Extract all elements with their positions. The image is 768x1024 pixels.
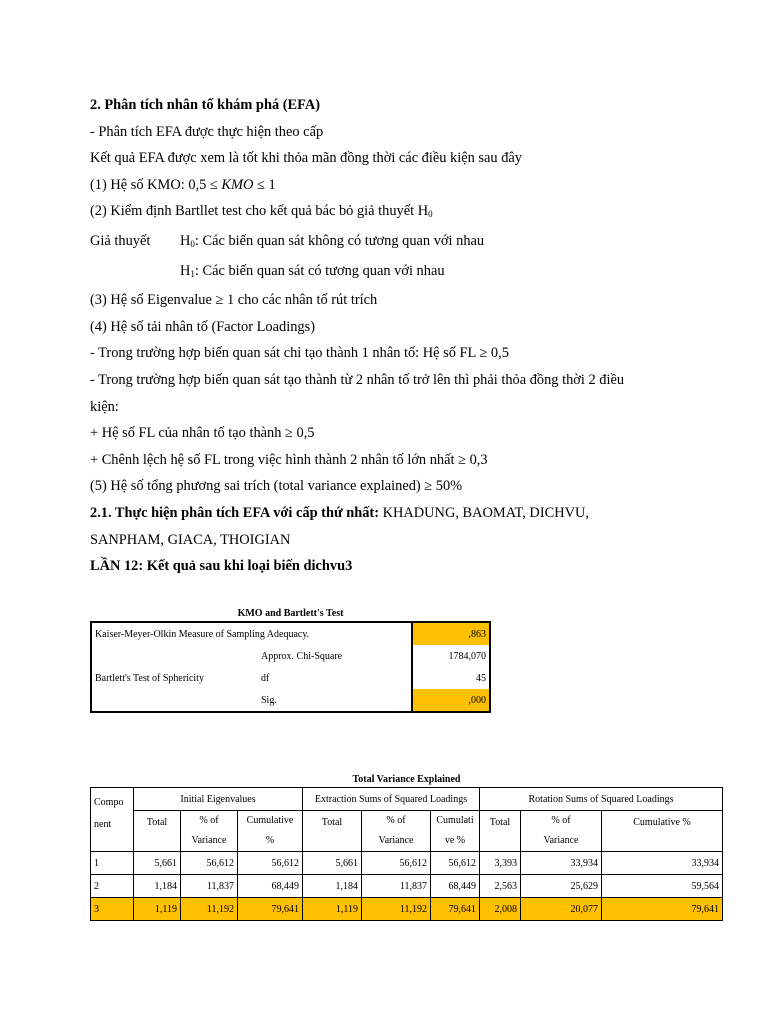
table-cell: 1,184 — [303, 875, 362, 898]
table-cell: 11,837 — [362, 875, 431, 898]
table-cell: 1,119 — [303, 898, 362, 921]
rotation-header: Rotation Sums of Squared Loadings — [480, 788, 723, 811]
run-heading: LẦN 12: Kết quả sau khi loại biến dichvu3 — [90, 558, 353, 575]
table-row — [91, 689, 490, 712]
empty-cell — [91, 689, 258, 712]
kmo-condition-var: KMO — [221, 176, 254, 193]
text-line: (3) Hệ số Eigenvalue ≥ 1 cho các nhân tố rút trích — [90, 292, 378, 309]
df-label: df — [261, 672, 270, 684]
pct-header-1: % of — [551, 815, 571, 826]
empty-cell — [91, 645, 258, 667]
bartlett-condition-text: (2) Kiểm định Bartllet test cho kết quả bác bỏ giả thuyết H — [90, 203, 429, 220]
text-line: - Trong trường hợp biến quan sát chỉ tạo thành 1 nhân tố: Hệ số FL ≥ 0,5 — [90, 345, 509, 362]
sig-label: Sig. — [261, 694, 277, 706]
pct-header — [181, 811, 238, 852]
table-cell: 2,008 — [480, 898, 521, 921]
kmo-table-title: KMO and Bartlett's Test — [237, 608, 344, 619]
total-header: Total — [480, 811, 521, 852]
cumulative-header-2: ve % — [444, 835, 466, 846]
table-row — [91, 622, 490, 645]
text-line: + Chênh lệch hệ số FL trong việc hình thành 2 nhân tố lớn nhất ≥ 0,3 — [90, 451, 488, 468]
table-cell: 5,661 — [303, 852, 362, 875]
initial-eigenvalues-header: Initial Eigenvalues — [134, 788, 303, 811]
sig-value: ,000 — [412, 689, 490, 712]
table-cell: 56,612 — [431, 852, 480, 875]
section-heading: 2. Phân tích nhân tố khám phá (EFA) — [90, 97, 321, 113]
table-header-row — [91, 788, 723, 811]
table-row — [91, 875, 723, 898]
table-cell: 1,119 — [134, 898, 181, 921]
cumulative-header-1: Cumulati — [436, 815, 474, 826]
text-line: (4) Hệ số tải nhân tố (Factor Loadings) — [90, 318, 315, 335]
table-cell: 59,564 — [602, 875, 723, 898]
variance-table — [90, 787, 723, 921]
cumulative-header-2: % — [265, 835, 275, 846]
kmo-table-block — [90, 608, 491, 713]
total-header: Total — [303, 811, 362, 852]
text-line: + Hệ số FL của nhân tố tạo thành ≥ 0,5 — [90, 425, 315, 442]
h1-symbol: H — [180, 262, 191, 279]
h0-sub: 0 — [190, 238, 195, 249]
text-line: SANPHAM, GIACA, THOIGIAN — [90, 531, 291, 548]
table-cell: 5,661 — [134, 852, 181, 875]
cumulative-header — [238, 811, 303, 852]
table-cell: 25,629 — [521, 875, 602, 898]
bartlett-label: Bartlett's Test of Sphericity — [95, 672, 204, 684]
table-cell: 3,393 — [480, 852, 521, 875]
table-cell: 68,449 — [431, 875, 480, 898]
table-cell: 33,934 — [602, 852, 723, 875]
table-cell: 56,612 — [181, 852, 238, 875]
total-header: Total — [134, 811, 181, 852]
h1-text: : Các biến quan sát có tương quan với nhau — [194, 262, 445, 279]
hypothesis-h0-line — [90, 228, 730, 258]
cumulative-header: Cumulative % — [602, 811, 723, 852]
h0-subscript: 0 — [428, 209, 433, 220]
table-cell: 3 — [91, 898, 134, 921]
document-body — [90, 92, 730, 580]
table-row — [91, 852, 723, 875]
kmo-condition-c: ≤ 1 — [253, 176, 276, 193]
chi-value: 1784,070 — [412, 645, 490, 667]
table-row-highlighted — [91, 898, 723, 921]
table-cell: 11,192 — [362, 898, 431, 921]
table-cell: 33,934 — [521, 852, 602, 875]
text-line: kiện: — [90, 398, 119, 415]
df-value: 45 — [412, 667, 490, 689]
table-cell: 2,563 — [480, 875, 521, 898]
table-row — [91, 645, 490, 667]
text-line: Kết quả EFA được xem là tốt khi thỏa mãn đồng thời các điều kiện sau đây — [90, 150, 522, 167]
table-cell: 79,641 — [431, 898, 480, 921]
cumulative-header-1: Cumulative — [246, 815, 294, 826]
table-row — [91, 667, 490, 689]
h1-sub: 1 — [190, 268, 195, 279]
text-line: (5) Hệ số tổng phương sai trích (total variance explained) ≥ 50% — [90, 478, 463, 495]
hypothesis-h1-line — [90, 258, 730, 288]
table-cell: 79,641 — [238, 898, 303, 921]
pct-header-2: Variance — [191, 835, 227, 846]
pct-header-2: Variance — [378, 835, 414, 846]
table-cell: 2 — [91, 875, 134, 898]
variance-table-title: Total Variance Explained — [352, 774, 461, 785]
bartlett-condition-line — [90, 198, 730, 228]
variance-table-block — [90, 774, 723, 921]
component-header-1: Compo — [94, 797, 124, 808]
table-cell: 1 — [91, 852, 134, 875]
kmo-condition-a: (1) Hệ số KMO: 0,5 ≤ — [90, 176, 222, 193]
subsection-line — [90, 500, 730, 527]
table-cell: 56,612 — [238, 852, 303, 875]
subsection-rest: KHADUNG, BAOMAT, DICHVU, — [379, 504, 589, 521]
hypothesis-label: Giả thuyết — [90, 232, 151, 249]
kmo-label: Kaiser-Meyer-Olkin Measure of Sampling Adequacy. — [95, 628, 310, 640]
pct-header-1: % of — [199, 815, 219, 826]
pct-header-1: % of — [386, 815, 406, 826]
h0-text: : Các biến quan sát không có tương quan với nhau — [194, 232, 485, 249]
kmo-table — [90, 621, 491, 713]
pct-header — [521, 811, 602, 852]
component-header-2: nent — [94, 819, 112, 830]
kmo-condition-line — [90, 172, 730, 199]
pct-header-2: Variance — [543, 835, 579, 846]
table-subheader-row — [91, 811, 723, 852]
table-cell: 79,641 — [602, 898, 723, 921]
table-cell: 56,612 — [362, 852, 431, 875]
text-line: - Phân tích EFA được thực hiện theo cấp — [90, 123, 324, 140]
chi-label: Approx. Chi-Square — [261, 650, 343, 662]
component-header — [91, 788, 134, 852]
table-cell: 1,184 — [134, 875, 181, 898]
pct-header — [362, 811, 431, 852]
kmo-value: ,863 — [412, 622, 490, 645]
table-cell: 68,449 — [238, 875, 303, 898]
cumulative-header — [431, 811, 480, 852]
extraction-header: Extraction Sums of Squared Loadings — [303, 788, 480, 811]
subsection-heading: 2.1. Thực hiện phân tích EFA với cấp thứ nhất: — [90, 504, 379, 521]
table-cell: 11,192 — [181, 898, 238, 921]
text-line: - Trong trường hợp biến quan sát tạo thành từ 2 nhân tố trở lên thì phải thỏa đồng thời 2 điều — [90, 371, 625, 388]
h0-symbol: H — [180, 232, 191, 249]
table-cell: 20,077 — [521, 898, 602, 921]
table-cell: 11,837 — [181, 875, 238, 898]
